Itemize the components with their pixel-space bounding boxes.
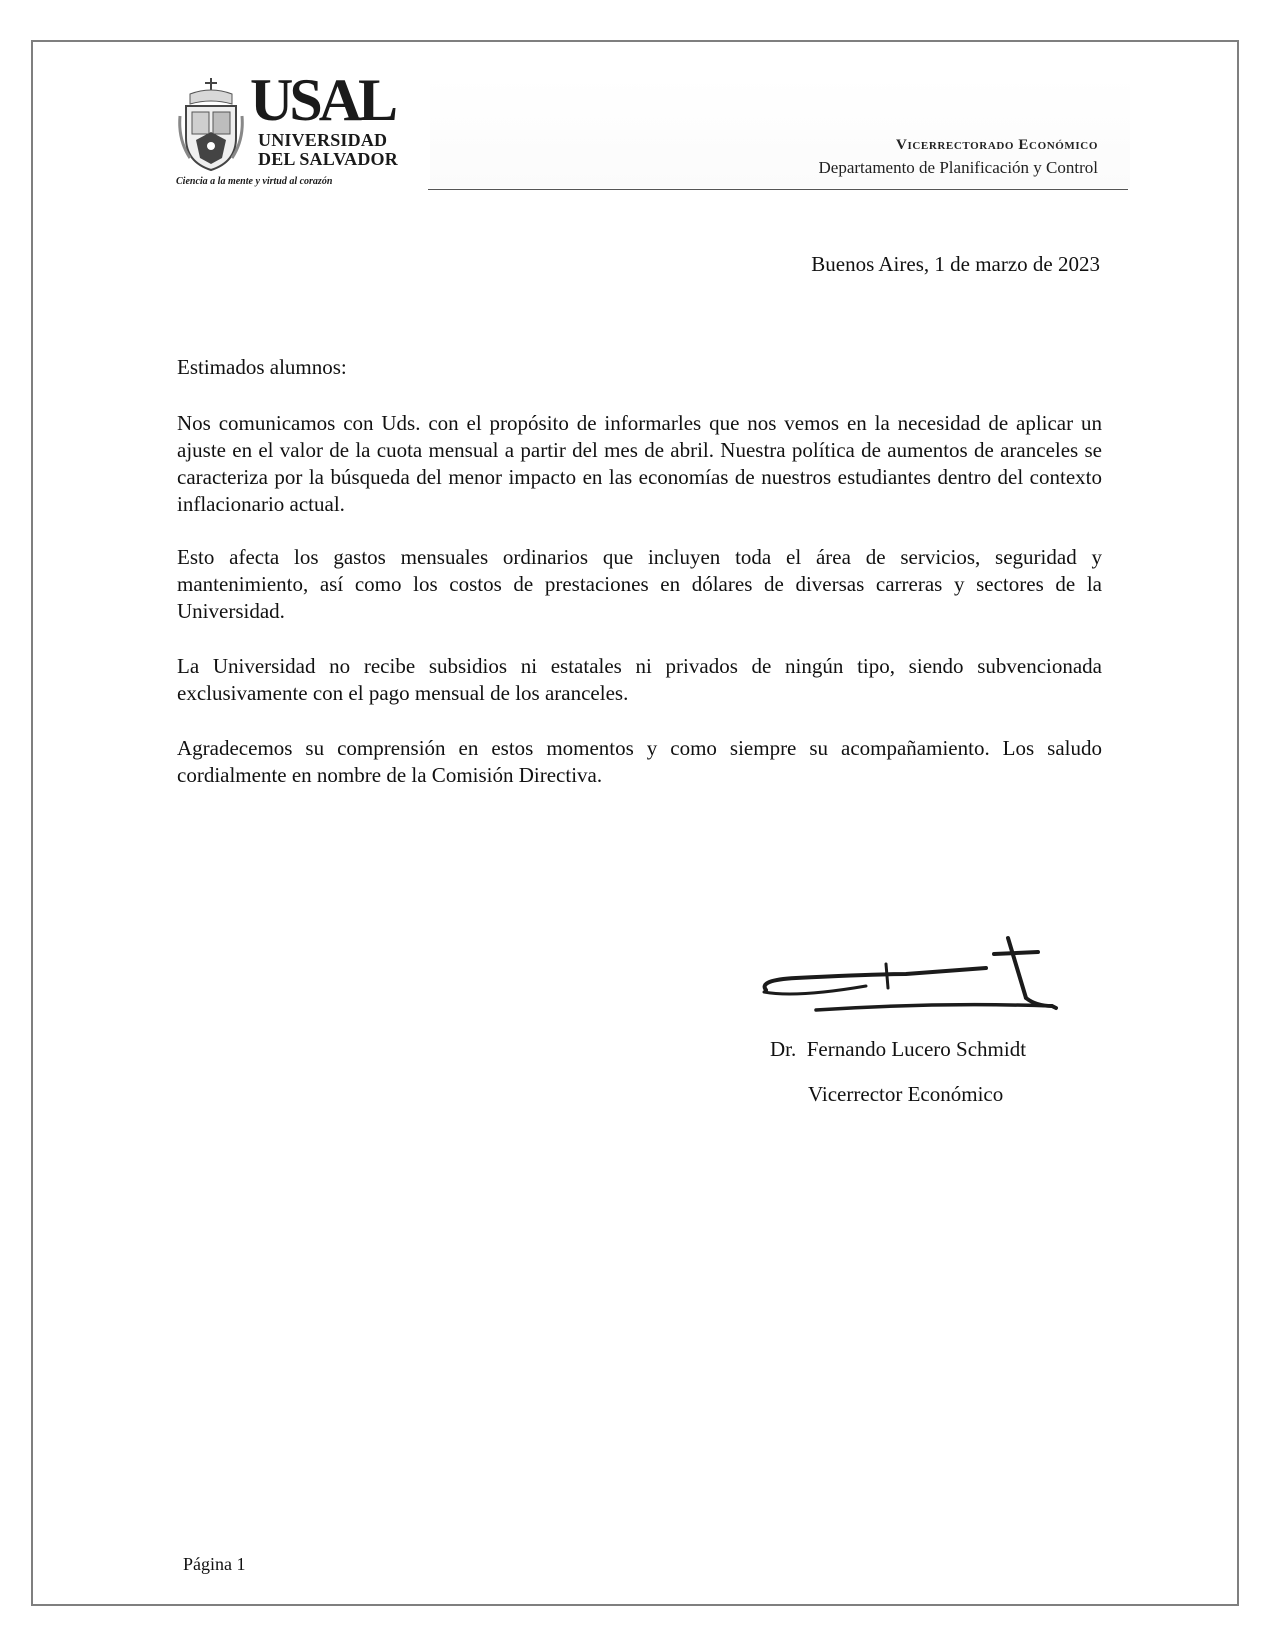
letter-greeting: Estimados alumnos: [177,355,347,379]
department-title: Vicerrectorado Económico [896,137,1098,153]
letter-paragraph: Agradecemos su comprensión en estos momentos y como siempre su acompañamiento. Los saludo cordialmente en nombre de la Comisión Directiva. [177,736,1102,787]
logo-motto: Ciencia a la mente y virtud al corazón [176,176,333,187]
logo-wordmark: USAL [250,67,395,133]
department-subtitle: Departamento de Planificación y Control [818,158,1098,177]
letter-paragraph: Nos comunicamos con Uds. con el propósito de informarles que nos vemos en la necesidad de aplicar un ajuste en el valor de la cuota mensual a partir del mes de abril. Nuestra política de aumentos de aranceles se caracteriza por la búsqueda del menor impacto en las economías de nuestros estudiantes dentro del contexto inflacionario actual. [177,411,1102,516]
header-divider [428,189,1128,190]
handwritten-signature [756,930,1076,1020]
logo-line-2: DEL SALVADOR [258,149,398,169]
logo-line-1: UNIVERSIDAD [258,130,388,150]
page-number: Página 1 [183,1554,246,1574]
signer-role: Vicerrector Económico [808,1082,1004,1106]
university-logo [176,67,406,191]
letter-date: Buenos Aires, 1 de marzo de 2023 [811,252,1100,276]
university-seal-icon [176,76,246,174]
signer-name: Dr. Fernando Lucero Schmidt [770,1037,1027,1061]
letter-paragraph: Esto afecta los gastos mensuales ordinarios que incluyen toda el área de servicios, seguridad y mantenimiento, así como los costos de prestaciones en dólares de diversas carreras y sectores de la Universidad. [177,545,1102,623]
letter-paragraph: La Universidad no recibe subsidios ni estatales ni privados de ningún tipo, siendo subvencionada exclusivamente con el pago mensual de los aranceles. [177,654,1102,705]
